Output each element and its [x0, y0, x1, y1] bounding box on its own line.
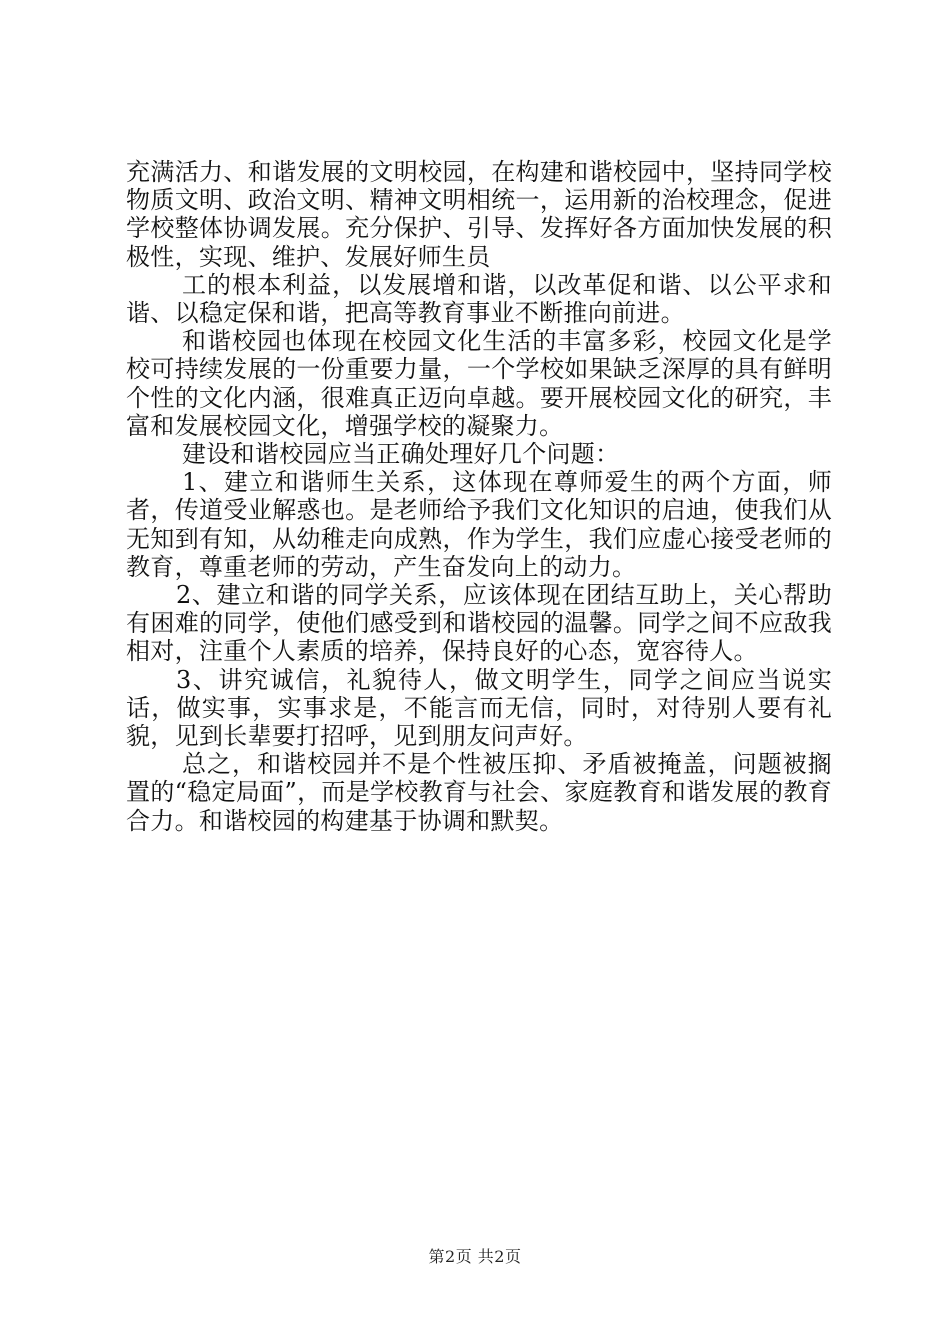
paragraph-2: 工的根本利益，以发展增和谐，以改革促和谐、以公平求和谐、以稳定保和谐，把高等教育事业不断推向前进。 [126, 270, 832, 328]
paragraph-6: 2、建立和谐的同学关系，应该体现在团结互助上，关心帮助有困难的同学，使他们感受到和谐校园的温馨。同学之间不应敌我相对，注重个人素质的培养，保持良好的心态，宽容待人。 [126, 581, 832, 666]
paragraph-8: 总之，和谐校园并不是个性被压抑、矛盾被掩盖，问题被搁置的“稳定局面”，而是学校教育与社会、家庭教育和谐发展的教育合力。和谐校园的构建基于协调和默契。 [126, 750, 832, 835]
paragraph-7: 3、讲究诚信，礼貌待人，做文明学生，同学之间应当说实话，做实事，实事求是，不能言而无信，同时，对待别人要有礼貌，见到长辈要打招呼，见到朋友问声好。 [126, 665, 832, 751]
page-footer [0, 1244, 950, 1267]
paragraph-4: 建设和谐校园应当正确处理好几个问题： [182, 440, 620, 469]
page-number-label: 第2页 共2页 [428, 1247, 522, 1266]
paragraph-5: 1、建立和谐师生关系，这体现在尊师爱生的两个方面，师者，传道受业解惑也。是老师给予我们文化知识的启迪，使我们从无知到有知，从幼稚走向成熟，作为学生，我们应虚心接受老师的教育，尊重老师的劳动，产生奋发向上的动力。 [126, 468, 832, 581]
document-body [126, 158, 832, 835]
paragraph-1: 充满活力、和谐发展的文明校园，在构建和谐校园中，坚持同学校物质文明、政治文明、精神文明相统一，运用新的治校理念，促进学校整体协调发展。充分保护、引导、发挥好各方面加快发展的积极性，实现、维护、发展好师生员 [126, 158, 832, 271]
paragraph-3: 和谐校园也体现在校园文化生活的丰富多彩，校园文化是学校可持续发展的一份重要力量，一个学校如果缺乏深厚的具有鲜明个性的文化内涵，很难真正迈向卓越。要开展校园文化的研究，丰富和发展校园文化，增强学校的凝聚力。 [126, 327, 832, 440]
